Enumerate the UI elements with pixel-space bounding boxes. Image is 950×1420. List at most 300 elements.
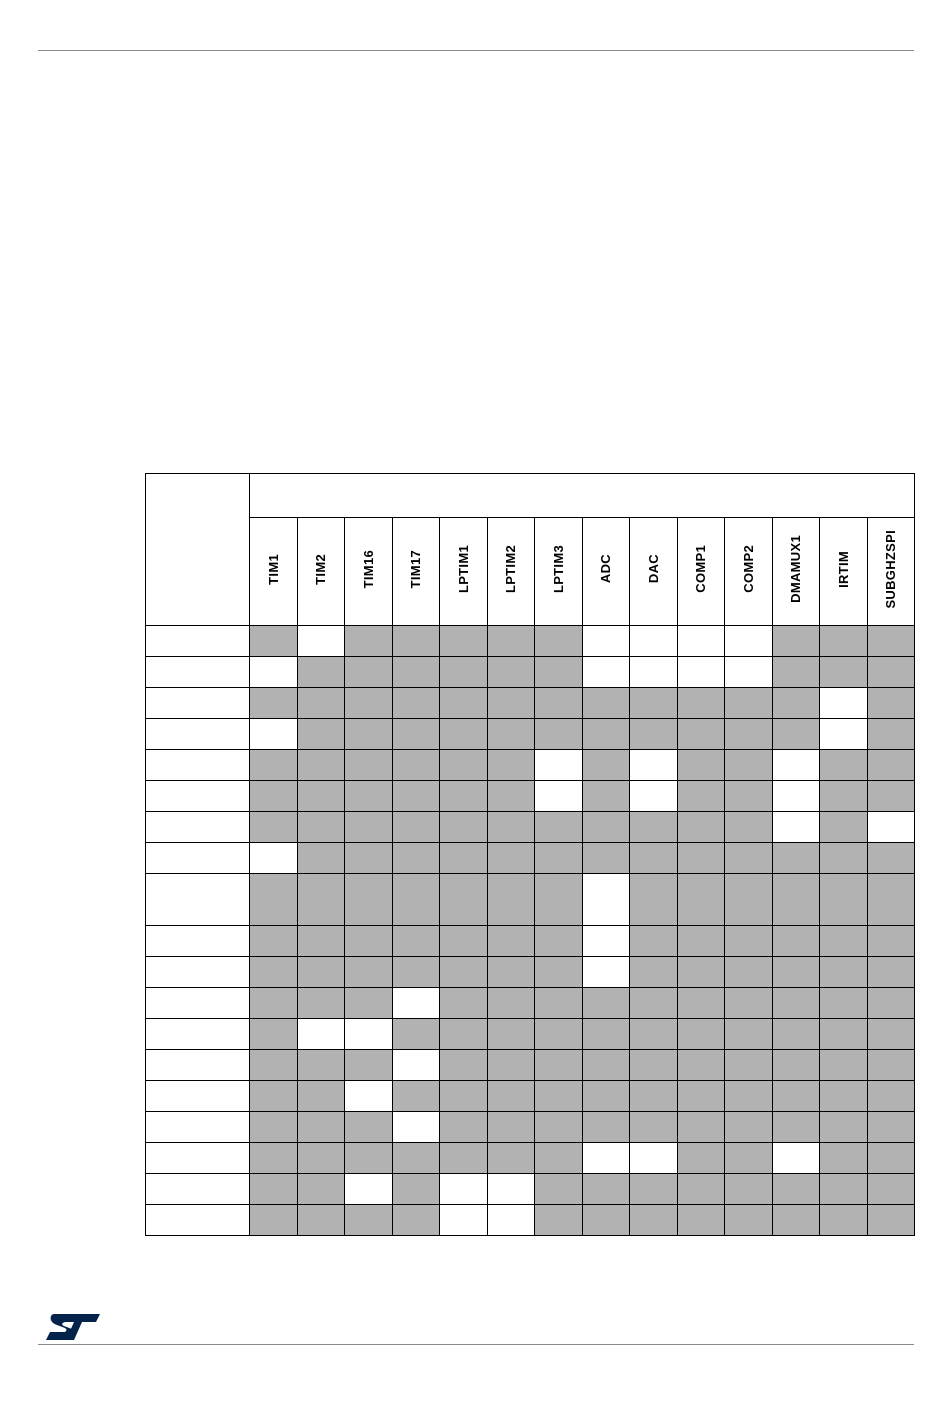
matrix-cell xyxy=(440,657,488,688)
matrix-cell xyxy=(487,812,535,843)
matrix-cell xyxy=(867,1081,915,1112)
matrix-cell xyxy=(725,1205,773,1236)
matrix-cell xyxy=(867,781,915,812)
matrix-cell xyxy=(487,1050,535,1081)
column-header-label: IRTIM xyxy=(835,550,851,588)
matrix-cell xyxy=(440,957,488,988)
matrix-cell xyxy=(392,926,440,957)
row-label-cell xyxy=(146,1205,250,1236)
matrix-cell xyxy=(535,1050,583,1081)
matrix-cell xyxy=(867,657,915,688)
table-row xyxy=(146,1112,915,1143)
matrix-cell xyxy=(582,926,630,957)
matrix-cell xyxy=(772,843,820,874)
column-header-dmamux1 xyxy=(772,518,820,626)
matrix-cell xyxy=(250,626,298,657)
matrix-cell xyxy=(630,1050,678,1081)
table-row xyxy=(146,812,915,843)
matrix-cell xyxy=(867,1050,915,1081)
matrix-cell xyxy=(297,874,345,926)
corner-header-cell xyxy=(146,474,250,626)
matrix-cell xyxy=(867,1174,915,1205)
matrix-cell xyxy=(345,926,393,957)
matrix-cell xyxy=(725,1050,773,1081)
table-row xyxy=(146,626,915,657)
header-rule xyxy=(38,50,914,51)
matrix-cell xyxy=(297,1050,345,1081)
matrix-cell xyxy=(677,719,725,750)
matrix-cell xyxy=(392,957,440,988)
matrix-body xyxy=(146,626,915,1236)
table-row xyxy=(146,1050,915,1081)
matrix-cell xyxy=(630,1174,678,1205)
matrix-cell xyxy=(250,874,298,926)
matrix-cell xyxy=(867,1019,915,1050)
column-header-tim16 xyxy=(345,518,393,626)
matrix-cell xyxy=(677,1019,725,1050)
matrix-cell xyxy=(677,781,725,812)
row-label-cell xyxy=(146,1081,250,1112)
matrix-cell xyxy=(440,626,488,657)
matrix-cell xyxy=(392,750,440,781)
column-header-subghzspi xyxy=(867,518,915,626)
matrix-cell xyxy=(867,626,915,657)
matrix-cell xyxy=(297,812,345,843)
matrix-cell xyxy=(630,1081,678,1112)
matrix-cell xyxy=(345,957,393,988)
matrix-cell xyxy=(297,657,345,688)
column-header-label: LPTIM1 xyxy=(455,544,471,594)
st-logo-icon xyxy=(44,1310,102,1344)
matrix-cell xyxy=(487,874,535,926)
matrix-cell xyxy=(725,657,773,688)
matrix-cell xyxy=(630,626,678,657)
matrix-cell xyxy=(440,1019,488,1050)
matrix-cell xyxy=(345,626,393,657)
matrix-cell xyxy=(677,812,725,843)
matrix-cell xyxy=(820,988,868,1019)
matrix-cell xyxy=(392,1050,440,1081)
matrix-cell xyxy=(392,719,440,750)
matrix-cell xyxy=(487,1205,535,1236)
matrix-cell xyxy=(440,874,488,926)
matrix-cell xyxy=(820,750,868,781)
matrix-cell xyxy=(582,1205,630,1236)
matrix-cell xyxy=(677,1143,725,1174)
matrix-cell xyxy=(297,1174,345,1205)
matrix-cell xyxy=(677,926,725,957)
matrix-cell xyxy=(582,688,630,719)
matrix-cell xyxy=(725,626,773,657)
matrix-cell xyxy=(677,750,725,781)
row-label-cell xyxy=(146,1019,250,1050)
matrix-cell xyxy=(487,781,535,812)
matrix-cell xyxy=(535,626,583,657)
row-label-cell xyxy=(146,1143,250,1174)
row-label-cell xyxy=(146,626,250,657)
matrix-cell xyxy=(250,1050,298,1081)
matrix-cell xyxy=(297,1205,345,1236)
matrix-cell xyxy=(297,843,345,874)
matrix-cell xyxy=(535,1174,583,1205)
matrix-cell xyxy=(725,1143,773,1174)
column-header-label: TIM1 xyxy=(265,553,281,585)
matrix-cell xyxy=(867,988,915,1019)
matrix-cell xyxy=(440,1081,488,1112)
row-label-cell xyxy=(146,988,250,1019)
row-label-cell xyxy=(146,812,250,843)
matrix-cell xyxy=(345,688,393,719)
matrix-cell xyxy=(392,988,440,1019)
matrix-cell xyxy=(345,812,393,843)
column-header-label: ADC xyxy=(598,554,614,584)
matrix-cell xyxy=(297,1112,345,1143)
matrix-cell xyxy=(677,874,725,926)
matrix-cell xyxy=(820,1050,868,1081)
matrix-cell xyxy=(392,1174,440,1205)
matrix-cell xyxy=(582,657,630,688)
matrix-cell xyxy=(772,1050,820,1081)
matrix-cell xyxy=(297,626,345,657)
matrix-cell xyxy=(440,926,488,957)
table-row xyxy=(146,1174,915,1205)
matrix-cell xyxy=(250,1174,298,1205)
row-label-cell xyxy=(146,957,250,988)
matrix-cell xyxy=(867,1205,915,1236)
matrix-cell xyxy=(582,781,630,812)
matrix-cell xyxy=(250,657,298,688)
matrix-cell xyxy=(440,750,488,781)
matrix-cell xyxy=(392,781,440,812)
matrix-cell xyxy=(297,750,345,781)
matrix-cell xyxy=(345,988,393,1019)
row-label-cell xyxy=(146,1112,250,1143)
matrix-cell xyxy=(250,957,298,988)
matrix-cell xyxy=(772,1081,820,1112)
matrix-cell xyxy=(345,1050,393,1081)
matrix-cell xyxy=(582,874,630,926)
matrix-cell xyxy=(630,1205,678,1236)
matrix-cell xyxy=(535,688,583,719)
matrix-cell xyxy=(867,926,915,957)
matrix-cell xyxy=(392,1205,440,1236)
matrix-cell xyxy=(392,1019,440,1050)
matrix-cell xyxy=(820,1143,868,1174)
column-header-irtim xyxy=(820,518,868,626)
matrix-cell xyxy=(820,1019,868,1050)
matrix-cell xyxy=(345,750,393,781)
matrix-cell xyxy=(250,688,298,719)
matrix-cell xyxy=(345,657,393,688)
matrix-cell xyxy=(297,781,345,812)
peripheral-matrix-table xyxy=(145,473,915,1236)
matrix-cell xyxy=(677,1205,725,1236)
matrix-cell xyxy=(677,1112,725,1143)
column-header-label: DMAMUX1 xyxy=(788,535,804,603)
matrix-cell xyxy=(582,626,630,657)
matrix-cell xyxy=(250,926,298,957)
matrix-cell xyxy=(487,957,535,988)
matrix-cell xyxy=(345,1112,393,1143)
column-header-label: DAC xyxy=(645,554,661,584)
matrix-cell xyxy=(772,926,820,957)
column-header-label: SUBGHZSPI xyxy=(883,529,899,609)
column-header-tim1 xyxy=(250,518,298,626)
matrix-cell xyxy=(677,1081,725,1112)
matrix-cell xyxy=(392,1143,440,1174)
matrix-cell xyxy=(630,688,678,719)
matrix-cell xyxy=(820,688,868,719)
matrix-cell xyxy=(535,988,583,1019)
column-header-row xyxy=(146,518,915,626)
matrix-cell xyxy=(772,781,820,812)
table-row xyxy=(146,843,915,874)
matrix-cell xyxy=(582,843,630,874)
matrix-cell xyxy=(582,1019,630,1050)
matrix-cell xyxy=(820,874,868,926)
matrix-cell xyxy=(820,926,868,957)
row-label-cell xyxy=(146,750,250,781)
matrix-cell xyxy=(582,1050,630,1081)
matrix-cell xyxy=(487,750,535,781)
matrix-cell xyxy=(820,1205,868,1236)
matrix-cell xyxy=(487,1174,535,1205)
matrix-cell xyxy=(582,1112,630,1143)
matrix-cell xyxy=(867,1143,915,1174)
table-row xyxy=(146,1081,915,1112)
matrix-cell xyxy=(250,988,298,1019)
table-row xyxy=(146,1205,915,1236)
column-header-tim17 xyxy=(392,518,440,626)
matrix-cell xyxy=(345,1174,393,1205)
matrix-cell xyxy=(250,1081,298,1112)
matrix-cell xyxy=(440,781,488,812)
matrix-cell xyxy=(392,1112,440,1143)
matrix-cell xyxy=(535,657,583,688)
matrix-cell xyxy=(535,781,583,812)
matrix-cell xyxy=(440,1143,488,1174)
matrix-cell xyxy=(772,812,820,843)
matrix-cell xyxy=(392,1081,440,1112)
matrix-cell xyxy=(250,1143,298,1174)
matrix-cell xyxy=(772,688,820,719)
table-row xyxy=(146,957,915,988)
matrix-cell xyxy=(867,1112,915,1143)
matrix-cell xyxy=(630,874,678,926)
matrix-cell xyxy=(250,719,298,750)
row-label-cell xyxy=(146,657,250,688)
matrix-cell xyxy=(772,874,820,926)
matrix-cell xyxy=(487,843,535,874)
matrix-cell xyxy=(440,843,488,874)
matrix-cell xyxy=(535,812,583,843)
matrix-cell xyxy=(250,1019,298,1050)
matrix-cell xyxy=(867,719,915,750)
matrix-cell xyxy=(535,874,583,926)
matrix-cell xyxy=(487,1019,535,1050)
column-header-comp1 xyxy=(677,518,725,626)
matrix-cell xyxy=(772,750,820,781)
matrix-cell xyxy=(820,719,868,750)
matrix-cell xyxy=(535,1019,583,1050)
matrix-cell xyxy=(297,926,345,957)
matrix-cell xyxy=(487,926,535,957)
matrix-cell xyxy=(772,957,820,988)
matrix-cell xyxy=(582,750,630,781)
matrix-cell xyxy=(297,719,345,750)
matrix-cell xyxy=(297,957,345,988)
matrix-cell xyxy=(677,657,725,688)
matrix-cell xyxy=(630,843,678,874)
matrix-cell xyxy=(535,1081,583,1112)
table-row xyxy=(146,1019,915,1050)
matrix-cell xyxy=(677,957,725,988)
matrix-cell xyxy=(345,843,393,874)
matrix-cell xyxy=(487,657,535,688)
table-row xyxy=(146,926,915,957)
matrix-cell xyxy=(392,688,440,719)
matrix-cell xyxy=(487,626,535,657)
matrix-cell xyxy=(725,781,773,812)
table-row xyxy=(146,657,915,688)
matrix-cell xyxy=(630,719,678,750)
matrix-cell xyxy=(250,1205,298,1236)
table-row xyxy=(146,750,915,781)
matrix-cell xyxy=(297,1081,345,1112)
matrix-cell xyxy=(440,1205,488,1236)
matrix-cell xyxy=(677,626,725,657)
matrix-cell xyxy=(725,1112,773,1143)
matrix-cell xyxy=(867,750,915,781)
matrix-cell xyxy=(392,874,440,926)
matrix-cell xyxy=(867,957,915,988)
matrix-cell xyxy=(487,1081,535,1112)
matrix-cell xyxy=(392,657,440,688)
matrix-cell xyxy=(630,988,678,1019)
matrix-cell xyxy=(250,1112,298,1143)
matrix-cell xyxy=(297,1143,345,1174)
matrix-cell xyxy=(820,781,868,812)
row-label-cell xyxy=(146,719,250,750)
matrix-cell xyxy=(487,719,535,750)
matrix-cell xyxy=(630,1143,678,1174)
column-header-label: LPTIM3 xyxy=(550,544,566,594)
matrix-cell xyxy=(820,1081,868,1112)
matrix-cell xyxy=(582,719,630,750)
matrix-cell xyxy=(297,688,345,719)
matrix-cell xyxy=(535,1205,583,1236)
matrix-cell xyxy=(772,657,820,688)
matrix-cell xyxy=(440,1112,488,1143)
column-header-lptim2 xyxy=(487,518,535,626)
matrix-cell xyxy=(487,1143,535,1174)
matrix-cell xyxy=(725,988,773,1019)
matrix-cell xyxy=(820,1112,868,1143)
matrix-cell xyxy=(725,843,773,874)
matrix-cell xyxy=(582,988,630,1019)
matrix-cell xyxy=(392,812,440,843)
column-header-lptim1 xyxy=(440,518,488,626)
matrix-cell xyxy=(630,781,678,812)
matrix-cell xyxy=(297,1019,345,1050)
matrix-cell xyxy=(772,988,820,1019)
matrix-cell xyxy=(630,1019,678,1050)
matrix-cell xyxy=(582,957,630,988)
matrix-cell xyxy=(535,1143,583,1174)
matrix-cell xyxy=(535,843,583,874)
matrix-cell xyxy=(725,1019,773,1050)
matrix-cell xyxy=(677,688,725,719)
matrix-cell xyxy=(535,926,583,957)
matrix-cell xyxy=(725,1174,773,1205)
matrix-cell xyxy=(392,843,440,874)
matrix-cell xyxy=(725,719,773,750)
matrix-cell xyxy=(725,812,773,843)
matrix-cell xyxy=(535,957,583,988)
matrix-cell xyxy=(582,1143,630,1174)
matrix-cell xyxy=(725,926,773,957)
column-header-comp2 xyxy=(725,518,773,626)
matrix-cell xyxy=(630,812,678,843)
matrix-cell xyxy=(772,719,820,750)
row-label-cell xyxy=(146,874,250,926)
matrix-cell xyxy=(345,1019,393,1050)
matrix-cell xyxy=(487,1112,535,1143)
matrix-cell xyxy=(345,1143,393,1174)
matrix-cell xyxy=(820,812,868,843)
matrix-cell xyxy=(630,657,678,688)
matrix-cell xyxy=(677,988,725,1019)
matrix-cell xyxy=(630,926,678,957)
group-header-cell xyxy=(250,474,915,518)
matrix-cell xyxy=(535,719,583,750)
matrix-cell xyxy=(867,812,915,843)
matrix-cell xyxy=(677,843,725,874)
column-header-adc xyxy=(582,518,630,626)
row-label-cell xyxy=(146,1174,250,1205)
table-row xyxy=(146,874,915,926)
matrix-cell xyxy=(582,812,630,843)
matrix-cell xyxy=(772,1019,820,1050)
matrix-cell xyxy=(677,1174,725,1205)
table-row xyxy=(146,1143,915,1174)
table-row xyxy=(146,688,915,719)
column-header-label: COMP2 xyxy=(740,545,756,593)
matrix-cell xyxy=(250,750,298,781)
matrix-cell xyxy=(440,719,488,750)
matrix-cell xyxy=(772,1143,820,1174)
matrix-cell xyxy=(392,626,440,657)
column-header-label: TIM2 xyxy=(313,553,329,585)
row-label-cell xyxy=(146,843,250,874)
row-label-cell xyxy=(146,926,250,957)
matrix-cell xyxy=(582,1081,630,1112)
matrix-cell xyxy=(440,688,488,719)
matrix-cell xyxy=(440,1050,488,1081)
matrix-cell xyxy=(772,1205,820,1236)
row-label-cell xyxy=(146,1050,250,1081)
matrix-cell xyxy=(867,874,915,926)
matrix-cell xyxy=(820,626,868,657)
matrix-cell xyxy=(345,1205,393,1236)
matrix-cell xyxy=(867,688,915,719)
matrix-cell xyxy=(725,1081,773,1112)
matrix-cell xyxy=(725,957,773,988)
matrix-cell xyxy=(345,874,393,926)
column-header-label: TIM17 xyxy=(408,549,424,589)
matrix-cell xyxy=(440,988,488,1019)
matrix-cell xyxy=(345,781,393,812)
